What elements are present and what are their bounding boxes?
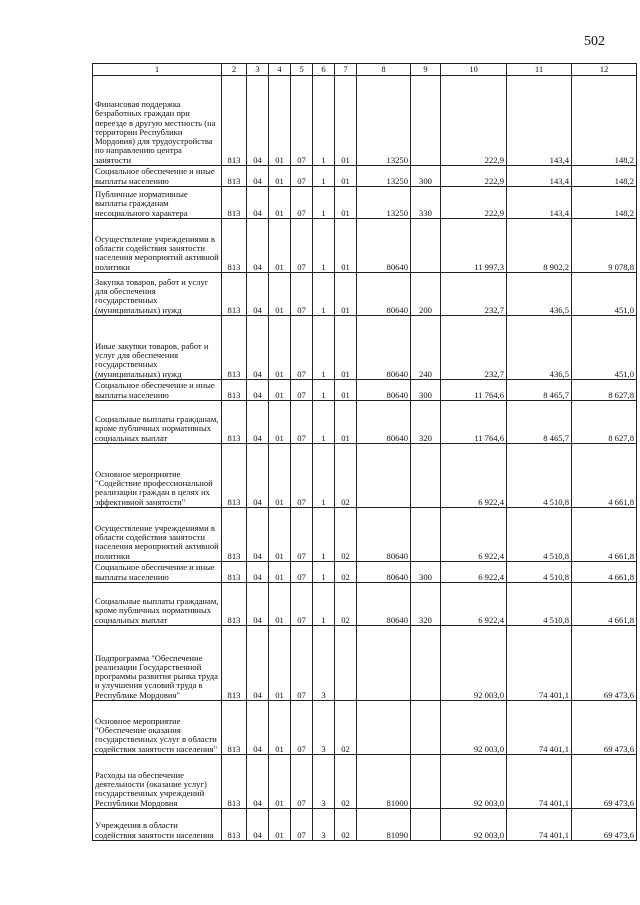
code-cell: 813 [222,562,247,583]
code-cell: 330 [411,187,441,219]
code-cell: 01 [269,380,291,401]
column-header-11: 11 [507,64,572,76]
item-name-cell: Осуществление учреждениями в области содействия занятости населения мероприятий активной политики [93,219,222,273]
code-cell: 01 [335,219,357,273]
item-name-cell: Закупка товаров, работ и услуг для обеспечения государственных (муниципальных) нужд [93,273,222,316]
code-cell: 80640 [357,273,411,316]
item-name-cell: Иные закупки товаров, работ и услуг для обеспечения государственных (муниципальных) нужд [93,316,222,380]
code-cell: 07 [291,508,313,562]
amount-cell: 69 473,6 [572,755,637,809]
code-cell: 1 [313,273,335,316]
amount-cell: 436,5 [507,316,572,380]
code-cell: 01 [335,273,357,316]
amount-cell: 4 510,8 [507,508,572,562]
code-cell: 813 [222,401,247,444]
page-number: 502 [584,34,605,49]
code-cell: 1 [313,187,335,219]
budget-table [92,63,637,841]
code-cell [357,444,411,508]
code-cell: 01 [335,380,357,401]
amount-cell: 148,2 [572,187,637,219]
code-cell: 3 [313,809,335,841]
item-name-cell: Финансовая поддержка безработных граждан при переезде в другую местность (на территории Республики Мордовия) для трудоустройства по направлению центра занятости [93,76,222,166]
code-cell: 813 [222,583,247,626]
code-cell: 01 [269,626,291,701]
code-cell: 07 [291,626,313,701]
code-cell: 13250 [357,76,411,166]
amount-cell: 6 922,4 [441,562,507,583]
code-cell: 01 [269,187,291,219]
table-row [93,401,637,444]
code-cell [411,809,441,841]
code-cell [411,444,441,508]
code-cell: 200 [411,273,441,316]
code-cell [357,701,411,755]
code-cell: 80640 [357,508,411,562]
code-cell: 80640 [357,401,411,444]
code-cell: 81000 [357,755,411,809]
code-cell: 1 [313,380,335,401]
code-cell: 04 [247,583,269,626]
item-name-cell: Основное мероприятие "Содействие профессиональной реализации граждан в целях их эффективной занятости" [93,444,222,508]
code-cell: 01 [269,583,291,626]
code-cell: 813 [222,380,247,401]
code-cell: 240 [411,316,441,380]
table-row [93,380,637,401]
table-row [93,444,637,508]
code-cell [411,76,441,166]
amount-cell: 74 401,1 [507,755,572,809]
code-cell: 813 [222,809,247,841]
code-cell: 813 [222,444,247,508]
code-cell: 813 [222,166,247,187]
amount-cell: 222,9 [441,187,507,219]
code-cell: 1 [313,219,335,273]
code-cell: 80640 [357,380,411,401]
code-cell: 04 [247,508,269,562]
table-row [93,166,637,187]
code-cell: 1 [313,166,335,187]
code-cell: 1 [313,562,335,583]
table-row [93,273,637,316]
code-cell: 813 [222,76,247,166]
item-name-cell: Публичные нормативные выплаты гражданам несоциального характера [93,187,222,219]
amount-cell: 74 401,1 [507,701,572,755]
code-cell: 1 [313,76,335,166]
code-cell: 1 [313,508,335,562]
code-cell [411,508,441,562]
code-cell: 07 [291,166,313,187]
column-header-12: 12 [572,64,637,76]
code-cell: 3 [313,626,335,701]
code-cell: 04 [247,166,269,187]
code-cell: 04 [247,755,269,809]
amount-cell: 8 902,2 [507,219,572,273]
amount-cell: 436,5 [507,273,572,316]
table-row [93,316,637,380]
code-cell: 04 [247,444,269,508]
amount-cell: 74 401,1 [507,626,572,701]
amount-cell: 6 922,4 [441,508,507,562]
amount-cell: 4 661,8 [572,508,637,562]
column-header-2: 2 [222,64,247,76]
code-cell: 813 [222,755,247,809]
code-cell: 02 [335,701,357,755]
amount-cell: 69 473,6 [572,626,637,701]
amount-cell: 148,2 [572,76,637,166]
code-cell: 3 [313,701,335,755]
code-cell: 01 [269,76,291,166]
amount-cell: 8 465,7 [507,401,572,444]
amount-cell: 222,9 [441,166,507,187]
column-header-3: 3 [247,64,269,76]
code-cell: 07 [291,273,313,316]
amount-cell: 69 473,6 [572,701,637,755]
code-cell: 01 [269,508,291,562]
amount-cell: 11 764,6 [441,380,507,401]
code-cell: 07 [291,444,313,508]
code-cell: 80640 [357,583,411,626]
amount-cell: 4 661,8 [572,583,637,626]
amount-cell: 74 401,1 [507,809,572,841]
amount-cell: 6 922,4 [441,583,507,626]
amount-cell: 6 922,4 [441,444,507,508]
code-cell: 07 [291,187,313,219]
column-header-8: 8 [357,64,411,76]
item-name-cell: Социальное обеспечение и иные выплаты населению [93,562,222,583]
code-cell: 813 [222,508,247,562]
amount-cell: 9 078,8 [572,219,637,273]
code-cell: 1 [313,583,335,626]
code-cell: 04 [247,316,269,380]
code-cell: 01 [269,809,291,841]
amount-cell: 4 510,8 [507,562,572,583]
code-cell [357,626,411,701]
code-cell: 02 [335,508,357,562]
code-cell: 01 [269,444,291,508]
amount-cell: 4 510,8 [507,444,572,508]
code-cell: 07 [291,316,313,380]
amount-cell: 8 465,7 [507,380,572,401]
table-row [93,809,637,841]
amount-cell: 92 003,0 [441,755,507,809]
amount-cell: 92 003,0 [441,809,507,841]
code-cell: 1 [313,316,335,380]
column-header-10: 10 [441,64,507,76]
code-cell: 07 [291,401,313,444]
item-name-cell: Основное мероприятие "Обеспечение оказания государственных услуг в области содействия занятости населения" [93,701,222,755]
item-name-cell: Расходы на обеспечение деятельности (оказание услуг) государственных учреждений Республики Мордовия [93,755,222,809]
amount-cell: 8 627,8 [572,380,637,401]
code-cell: 01 [269,401,291,444]
code-cell: 300 [411,166,441,187]
code-cell: 81090 [357,809,411,841]
code-cell: 02 [335,583,357,626]
amount-cell: 4 510,8 [507,583,572,626]
item-name-cell: Учреждения в области содействия занятости населения [93,809,222,841]
amount-cell: 143,4 [507,166,572,187]
code-cell: 02 [335,755,357,809]
code-cell: 813 [222,316,247,380]
table-row [93,562,637,583]
table-row [93,508,637,562]
column-header-6: 6 [313,64,335,76]
table-row [93,583,637,626]
item-name-cell: Осуществление учреждениями в области содействия занятости населения мероприятий активной политики [93,508,222,562]
code-cell: 04 [247,809,269,841]
code-cell: 13250 [357,187,411,219]
code-cell [411,219,441,273]
column-header-5: 5 [291,64,313,76]
code-cell: 07 [291,562,313,583]
amount-cell: 143,4 [507,187,572,219]
code-cell: 01 [269,273,291,316]
item-name-cell: Социальное обеспечение и иные выплаты населению [93,166,222,187]
code-cell: 04 [247,187,269,219]
amount-cell: 232,7 [441,273,507,316]
code-cell: 02 [335,809,357,841]
amount-cell: 4 661,8 [572,444,637,508]
amount-cell: 92 003,0 [441,626,507,701]
amount-cell: 232,7 [441,316,507,380]
amount-cell: 11 997,3 [441,219,507,273]
item-name-cell: Социальные выплаты гражданам, кроме публичных нормативных социальных выплат [93,583,222,626]
code-cell: 3 [313,755,335,809]
code-cell: 02 [335,562,357,583]
code-cell: 04 [247,219,269,273]
column-header-1: 1 [93,64,222,76]
code-cell: 04 [247,401,269,444]
code-cell: 80640 [357,219,411,273]
code-cell: 07 [291,583,313,626]
code-cell: 07 [291,755,313,809]
table-row [93,626,637,701]
column-header-7: 7 [335,64,357,76]
amount-cell: 8 627,8 [572,401,637,444]
item-name-cell: Социальное обеспечение и иные выплаты населению [93,380,222,401]
code-cell: 300 [411,562,441,583]
code-cell: 80640 [357,316,411,380]
amount-cell: 451,0 [572,316,637,380]
table-row [93,76,637,166]
item-name-cell: Социальные выплаты гражданам, кроме публичных нормативных социальных выплат [93,401,222,444]
code-cell: 80640 [357,562,411,583]
code-cell: 01 [335,76,357,166]
code-cell: 02 [335,444,357,508]
code-cell: 1 [313,444,335,508]
amount-cell: 222,9 [441,76,507,166]
code-cell: 01 [335,316,357,380]
amount-cell: 143,4 [507,76,572,166]
code-cell: 04 [247,76,269,166]
code-cell: 813 [222,701,247,755]
amount-cell: 148,2 [572,166,637,187]
amount-cell: 451,0 [572,273,637,316]
code-cell: 04 [247,701,269,755]
code-cell: 07 [291,76,313,166]
table-row [93,701,637,755]
table-row [93,219,637,273]
amount-cell: 11 764,6 [441,401,507,444]
code-cell: 01 [335,166,357,187]
code-cell: 813 [222,273,247,316]
code-cell: 01 [269,166,291,187]
code-cell: 01 [269,562,291,583]
code-cell [411,626,441,701]
code-cell: 01 [269,755,291,809]
code-cell: 04 [247,273,269,316]
table-row [93,187,637,219]
header-row [93,64,637,76]
column-header-9: 9 [411,64,441,76]
code-cell: 01 [269,219,291,273]
code-cell: 13250 [357,166,411,187]
code-cell: 01 [335,401,357,444]
code-cell: 1 [313,401,335,444]
code-cell [335,626,357,701]
table-body [93,76,637,841]
code-cell: 01 [335,187,357,219]
code-cell: 04 [247,562,269,583]
code-cell [411,701,441,755]
code-cell: 813 [222,187,247,219]
code-cell: 07 [291,701,313,755]
amount-cell: 69 473,6 [572,809,637,841]
code-cell: 320 [411,583,441,626]
amount-cell: 4 661,8 [572,562,637,583]
table-row [93,755,637,809]
code-cell: 01 [269,701,291,755]
column-header-4: 4 [269,64,291,76]
code-cell: 04 [247,626,269,701]
code-cell: 04 [247,380,269,401]
code-cell [411,755,441,809]
code-cell: 07 [291,219,313,273]
code-cell: 813 [222,626,247,701]
code-cell: 813 [222,219,247,273]
code-cell: 300 [411,380,441,401]
code-cell: 07 [291,380,313,401]
code-cell: 01 [269,316,291,380]
code-cell: 320 [411,401,441,444]
code-cell: 07 [291,809,313,841]
item-name-cell: Подпрограмма "Обеспечение реализации Государственной программы развития рынка труда и улучшения условий труда в Республике Мордовия" [93,626,222,701]
amount-cell: 92 003,0 [441,701,507,755]
